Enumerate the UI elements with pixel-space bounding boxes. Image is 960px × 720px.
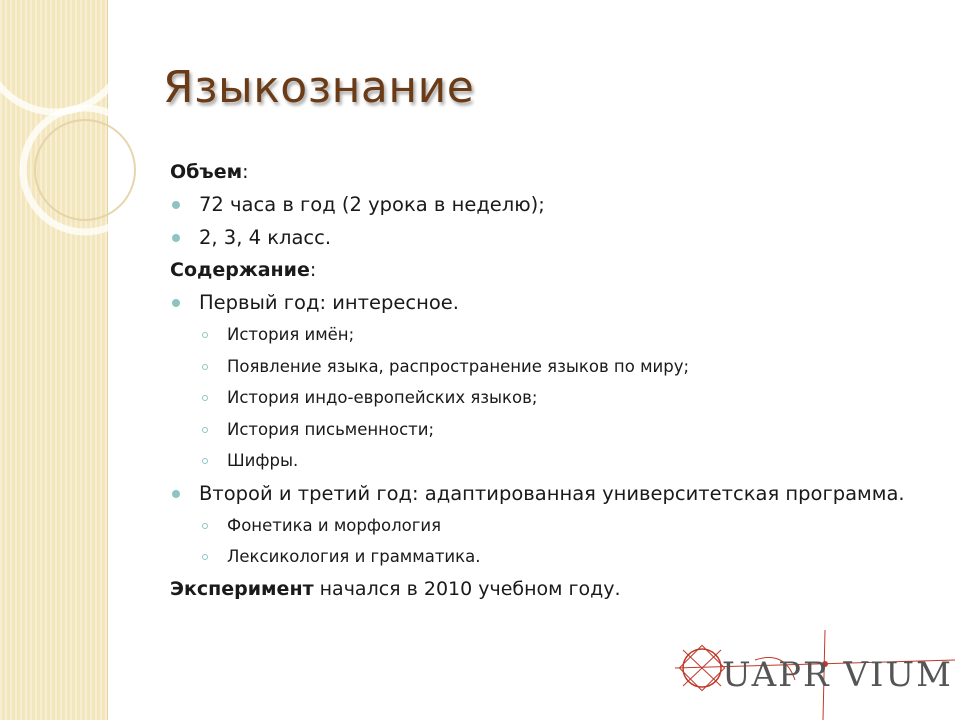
decorative-circles: [0, 0, 140, 260]
sub-list-item: Появление языка, распространение языков по миру;: [170, 351, 910, 383]
sub-list-item: Фонетика и морфология: [170, 510, 910, 542]
volume-heading: [170, 156, 910, 188]
experiment-text: начался в 2010 учебном году.: [313, 577, 621, 600]
sub-list-item: История индо-европейских языков;: [170, 382, 910, 414]
sub-list-item: История имён;: [170, 319, 910, 351]
experiment-label: Эксперимент: [170, 577, 314, 600]
logo-text: UAPR VIUM: [722, 655, 953, 695]
slide-content: [170, 156, 910, 605]
sub-list-item: Лексикология и грамматика.: [170, 541, 910, 573]
volume-label: Объем: [170, 161, 243, 183]
volume-colon: :: [242, 161, 249, 183]
year23-item: Второй и третий год: адаптированная университетская программа.: [170, 481, 910, 506]
content-label: Содержание: [170, 259, 310, 281]
content-colon: :: [309, 259, 317, 281]
list-item: 72 часа в год (2 урока в неделю);: [170, 188, 910, 221]
sub-list-item: Шифры.: [170, 445, 910, 477]
sub-list-item: История письменности;: [170, 414, 910, 446]
experiment-line: [170, 573, 910, 605]
year1-item: Первый год: интересное.: [170, 286, 910, 319]
slide-title: Языкознание: [163, 62, 475, 113]
content-heading: [170, 254, 910, 286]
list-item: 2, 3, 4 класс.: [170, 221, 910, 254]
